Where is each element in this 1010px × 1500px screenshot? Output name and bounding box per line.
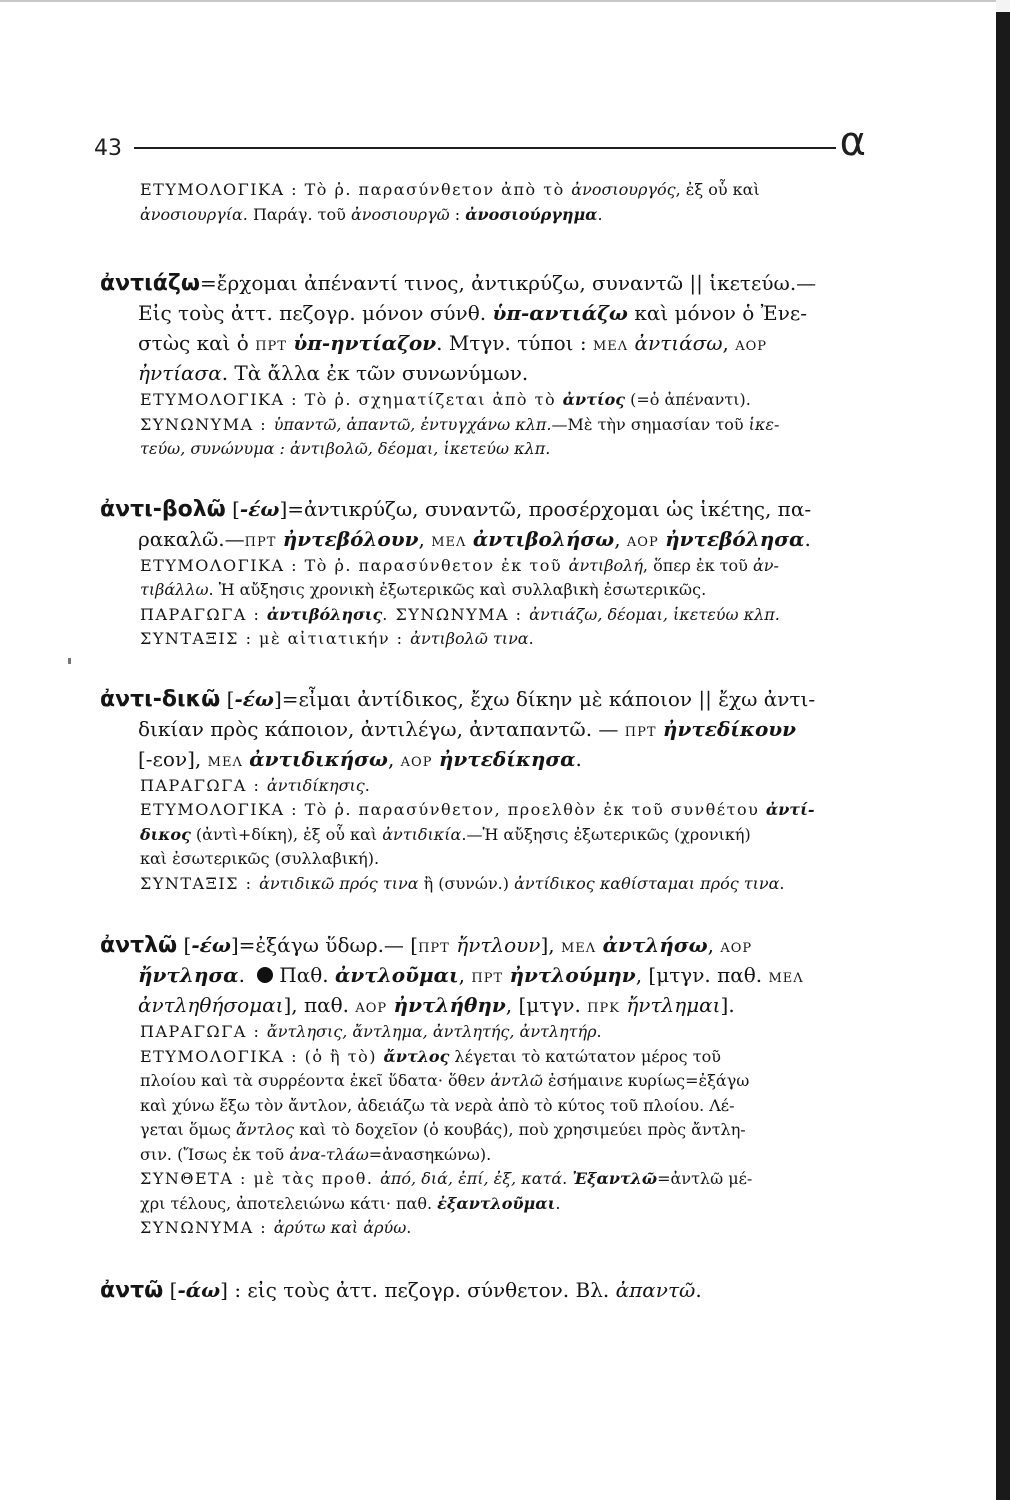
scan-right-edge-corner xyxy=(996,0,1010,12)
entry-line: ἀντιάζω=ἔρχομαι ἀπέναντί τινος, ἀντικρύζω, συναντῶ || ἱκετεύω.— xyxy=(100,271,817,296)
entry-line: ἀντι-βολῶ [-έω]=ἀντικρύζω, συναντῶ, προσέρχομαι ὡς ἱκέτης, πα- xyxy=(100,496,812,522)
headword: ἀντῶ xyxy=(100,1277,164,1303)
entry-line: ἀντληθήσομαι], παθ. ΑΟΡ ἠντλήθην, [μτγν. ΠΡΚ ἤντλημαι]. xyxy=(138,993,735,1017)
entry-line: καὶ χύνω ἔξω τὸν ἄντλον, ἀδειάζω τὰ νερὰ ἀπὸ τὸ κύτος τοῦ πλοίου. Λέ- xyxy=(140,1095,735,1115)
entry-line: [-εον], ΜΕΛ ἀντιδικήσω, ΑΟΡ ἠντεδίκησα. xyxy=(138,746,582,771)
headword: ἀντιάζω xyxy=(100,271,200,296)
entry-line: ἀντλῶ [-έω]=ἐξάγω ὕδωρ.— [ΠΡΤ ἤντλουν], ΜΕΛ ἀντλήσω, ΑΟΡ xyxy=(100,933,753,958)
entry-line: στὼς καὶ ὁ ΠΡΤ ὑπ-ηντίαζον. Μτγν. τύποι : ΜΕΛ ἀντιάσω, ΑΟΡ xyxy=(138,331,768,355)
bullet-icon xyxy=(257,967,273,983)
entry-line: ΣΥΝΤΑΞΙΣ : μὲ αἰτιατικήν : ἀντιβολῶ τινα. xyxy=(140,629,534,648)
entry-line: ΠΑΡΑΓΩΓΑ : ἀντιβόλησις. ΣΥΝΩΝΥΜΑ : ἀντιάζω, δέομαι, ἱκετεύω κλπ. xyxy=(140,604,780,624)
dictionary-content xyxy=(100,178,888,1305)
entry-anti-bolo xyxy=(100,494,888,652)
headword: ἀντι-δικῶ xyxy=(100,686,221,712)
entry-anto xyxy=(100,1275,888,1305)
headword: ἀντι-βολῶ xyxy=(100,496,226,522)
entry-line: ΕΤΥΜΟΛΟΓΙΚΑ : (ὁ ἢ τὸ) ἄντλος λέγεται τὸ κατώτατον μέρος τοῦ xyxy=(140,1046,721,1066)
entry-line: ΕΤΥΜΟΛΟΓΙΚΑ : Τὸ ῥ. παρασύνθετον ἐκ τοῦ ἀντιβολή, ὅπερ ἐκ τοῦ ἀν- xyxy=(140,555,779,575)
section-letter: α xyxy=(839,119,866,165)
entry-line: πλοίου καὶ τὰ συρρέοντα ἐκεῖ ὕδατα· ὅθεν ἀντλῶ ἐσήμαινε κυρίως=ἐξάγω xyxy=(140,1071,750,1090)
header-rule xyxy=(134,147,836,149)
entry-line: ἠντίασα. Τὰ ἄλλα ἐκ τῶν συνωνύμων. xyxy=(138,361,529,385)
page-top-edge xyxy=(0,0,1010,2)
entry-line: ΕΤΥΜΟΛΟΓΙΚΑ : Τὸ ῥ. σχηματίζεται ἀπὸ τὸ ἀντίος (=ὁ ἀπέναντι). xyxy=(140,390,751,409)
scan-mark xyxy=(68,658,71,664)
entry-anti-diko xyxy=(100,684,888,897)
entry-line: δικος (ἀντὶ+δίκη), ἐξ οὗ καὶ ἀντιδικία.—Ἡ αὔξησις ἐξωτερικῶς (χρονική) xyxy=(140,824,751,844)
entry-line: καὶ ἐσωτερικῶς (συλλαβική). xyxy=(140,849,380,868)
entry-anosiourgo-continuation xyxy=(118,178,888,236)
entry-antiazo xyxy=(100,268,888,462)
entry-line: ἀντι-δικῶ [-έω]=εἶμαι ἀντίδικος, ἔχω δίκην μὲ κάποιον || ἔχω ἀντι- xyxy=(100,686,816,712)
entry-line: ΣΥΝΩΝΥΜΑ : ἀρύτω καὶ ἀρύω. xyxy=(140,1218,412,1237)
entry-line: ΕΤΥΜΟΛΟΓΙΚΑ : Τὸ ῥ. παρασύνθετον, προελθὸν ἐκ τοῦ συνθέτου ἀντί- xyxy=(140,800,815,819)
entry-line: ΣΥΝΩΝΥΜΑ : ὑπαντῶ, ἀπαντῶ, ἐντυγχάνω κλπ.—Μὲ τὴν σημασίαν τοῦ ἱκε- xyxy=(140,414,780,434)
entry-line: χρι τέλους, ἀποτελειώνω κάτι· παθ. ἐξαντλοῦμαι. xyxy=(140,1193,561,1213)
entry-line: ἤντλησα. Παθ. ἀντλοῦμαι, ΠΡΤ ἠντλούμην, [μτγν. παθ. ΜΕΛ xyxy=(138,963,804,987)
entry-line: τεύω, συνώνυμα : ἀντιβολῶ, δέομαι, ἱκετεύω κλπ. xyxy=(140,439,551,458)
entry-line: ρακαλῶ.—ΠΡΤ ἠντεβόλουν, ΜΕΛ ἀντιβολήσω, ΑΟΡ ἠντεβόλησα. xyxy=(138,526,811,551)
headword: ἀντλῶ xyxy=(100,933,178,958)
entry-line: τιβάλλω. Ἡ αὔξησις χρονικὴ ἐξωτερικῶς καὶ συλλαβικὴ ἐσωτερικῶς. xyxy=(140,580,707,599)
entry-line: γεται ὅμως ἄντλος καὶ τὸ δοχεῖον (ὁ κουβάς), ποὺ χρησιμεύει πρὸς ἄντλη- xyxy=(140,1120,746,1139)
entry-line: ΠΑΡΑΓΩΓΑ : ἀντιδίκησις. xyxy=(140,775,370,795)
entry-line: ἀνοσιουργία. Παράγ. τοῦ ἀνοσιουργῶ : ἀνοσιούργημα. xyxy=(140,204,603,224)
entry-line: ἀντῶ [-άω] : εἰς τοὺς ἀττ. πεζογρ. σύνθετον. Βλ. ἀπαντῶ. xyxy=(100,1277,702,1303)
entry-line: Εἰς τοὺς ἀττ. πεζογρ. μόνον σύνθ. ὑπ-αντιάζω καὶ μόνον ὁ Ἐνε- xyxy=(138,301,808,325)
entry-antlo xyxy=(100,930,888,1241)
scan-right-edge xyxy=(996,0,1010,1500)
entry-line: ΣΥΝΤΑΞΙΣ : ἀντιδικῶ πρός τινα ἢ (συνών.) ἀντίδικος καθίσταμαι πρός τινα. xyxy=(140,873,785,893)
page-header xyxy=(94,119,866,170)
page-number: 43 xyxy=(94,136,122,161)
entry-line: ΣΥΝΘΕΤΑ : μὲ τὰς προθ. ἀπό, διά, ἐπί, ἐξ, κατά. Ἐξαντλῶ=ἀντλῶ μέ- xyxy=(140,1169,753,1188)
entry-line: σιν. (Ἴσως ἐκ τοῦ ἀνα-τλάω=ἀνασηκώνω). xyxy=(140,1144,492,1164)
entry-line: ΠΑΡΑΓΩΓΑ : ἄντλησις, ἄντλημα, ἀντλητής, ἀντλητήρ. xyxy=(140,1022,602,1041)
entry-line: δικίαν πρὸς κάποιον, ἀντιλέγω, ἀνταπαντῶ. — ΠΡΤ ἠντεδίκουν xyxy=(138,716,797,741)
entry-line: ΕΤΥΜΟΛΟΓΙΚΑ : Τὸ ῥ. παρασύνθετον ἀπὸ τὸ ἀνοσιουργός, ἐξ οὗ καὶ xyxy=(140,180,760,199)
